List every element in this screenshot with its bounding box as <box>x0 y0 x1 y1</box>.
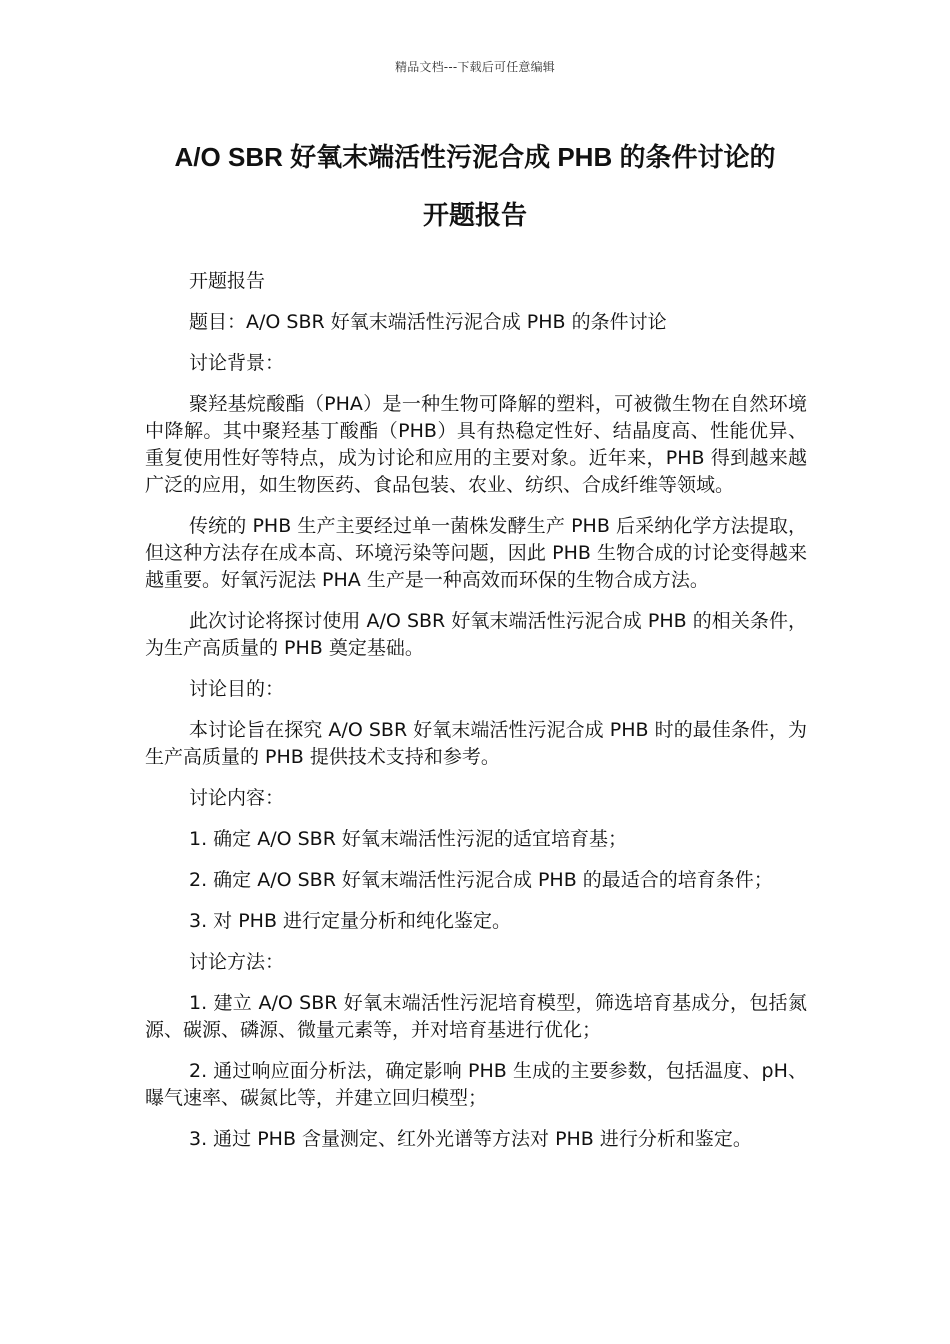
title-line-2: 开题报告 <box>422 200 527 230</box>
paragraph-background-3: 此次讨论将探讨使用 A/O SBR 好氧末端活性污泥合成 PHB 的相关条件，为生产高质量的 PHB 奠定基础。 <box>145 610 807 659</box>
content-item-3: 3. 对 PHB 进行定量分析和纯化鉴定。 <box>189 910 512 932</box>
paragraph-background-1: 聚羟基烷酸酯（PHA）是一种生物可降解的塑料，可被微生物在自然环境中降解。其中聚羟基丁酸酯（PHB）具有热稳定性好、结晶度高、性能优异、重复使用性好等特点，成为讨论和应用的主要对象。近年来，PHB 得到越来越广泛的应用，如生物医药、食品包装、农业、纺织、合成纤维等领域。 <box>145 393 807 496</box>
document-title <box>100 128 850 244</box>
method-item-2: 2. 通过响应面分析法，确定影响 PHB 生成的主要参数，包括温度、pH、曝气速率、碳氮比等，并建立回归模型； <box>145 1060 807 1109</box>
content-item-1: 1. 确定 A/O SBR 好氧末端活性污泥的适宜培育基； <box>189 828 627 850</box>
heading-purpose: 讨论目的： <box>189 678 285 700</box>
paragraph-purpose: 本讨论旨在探究 A/O SBR 好氧末端活性污泥合成 PHB 时的最佳条件，为生产高质量的 PHB 提供技术支持和参考。 <box>145 719 807 768</box>
heading-content: 讨论内容： <box>189 787 285 809</box>
page-header: 精品文档---下载后可任意编辑 <box>395 60 555 74</box>
paragraph-topic: 题目：A/O SBR 好氧末端活性污泥合成 PHB 的条件讨论 <box>189 311 667 333</box>
method-item-1: 1. 建立 A/O SBR 好氧末端活性污泥培育模型，筛选培育基成分，包括氮源、碳源、磷源、微量元素等，并对培育基进行优化； <box>145 992 807 1041</box>
paragraph-report-label: 开题报告 <box>189 270 266 292</box>
content-item-2: 2. 确定 A/O SBR 好氧末端活性污泥合成 PHB 的最适合的培育条件； <box>189 869 773 891</box>
document-body <box>145 268 807 1153</box>
paragraph-background-2: 传统的 PHB 生产主要经过单一菌株发酵生产 PHB 后采纳化学方法提取，但这种方法存在成本高、环境污染等问题，因此 PHB 生物合成的讨论变得越来越重要。好氧污泥法 PHA 生产是一种高效而环保的生物合成方法。 <box>145 515 807 591</box>
heading-background: 讨论背景： <box>189 352 285 374</box>
heading-method: 讨论方法： <box>189 951 285 973</box>
method-item-3: 3. 通过 PHB 含量测定、红外光谱等方法对 PHB 进行分析和鉴定。 <box>189 1128 752 1150</box>
title-line-1: A/O SBR 好氧末端活性污泥合成 PHB 的条件讨论的 <box>174 142 776 172</box>
